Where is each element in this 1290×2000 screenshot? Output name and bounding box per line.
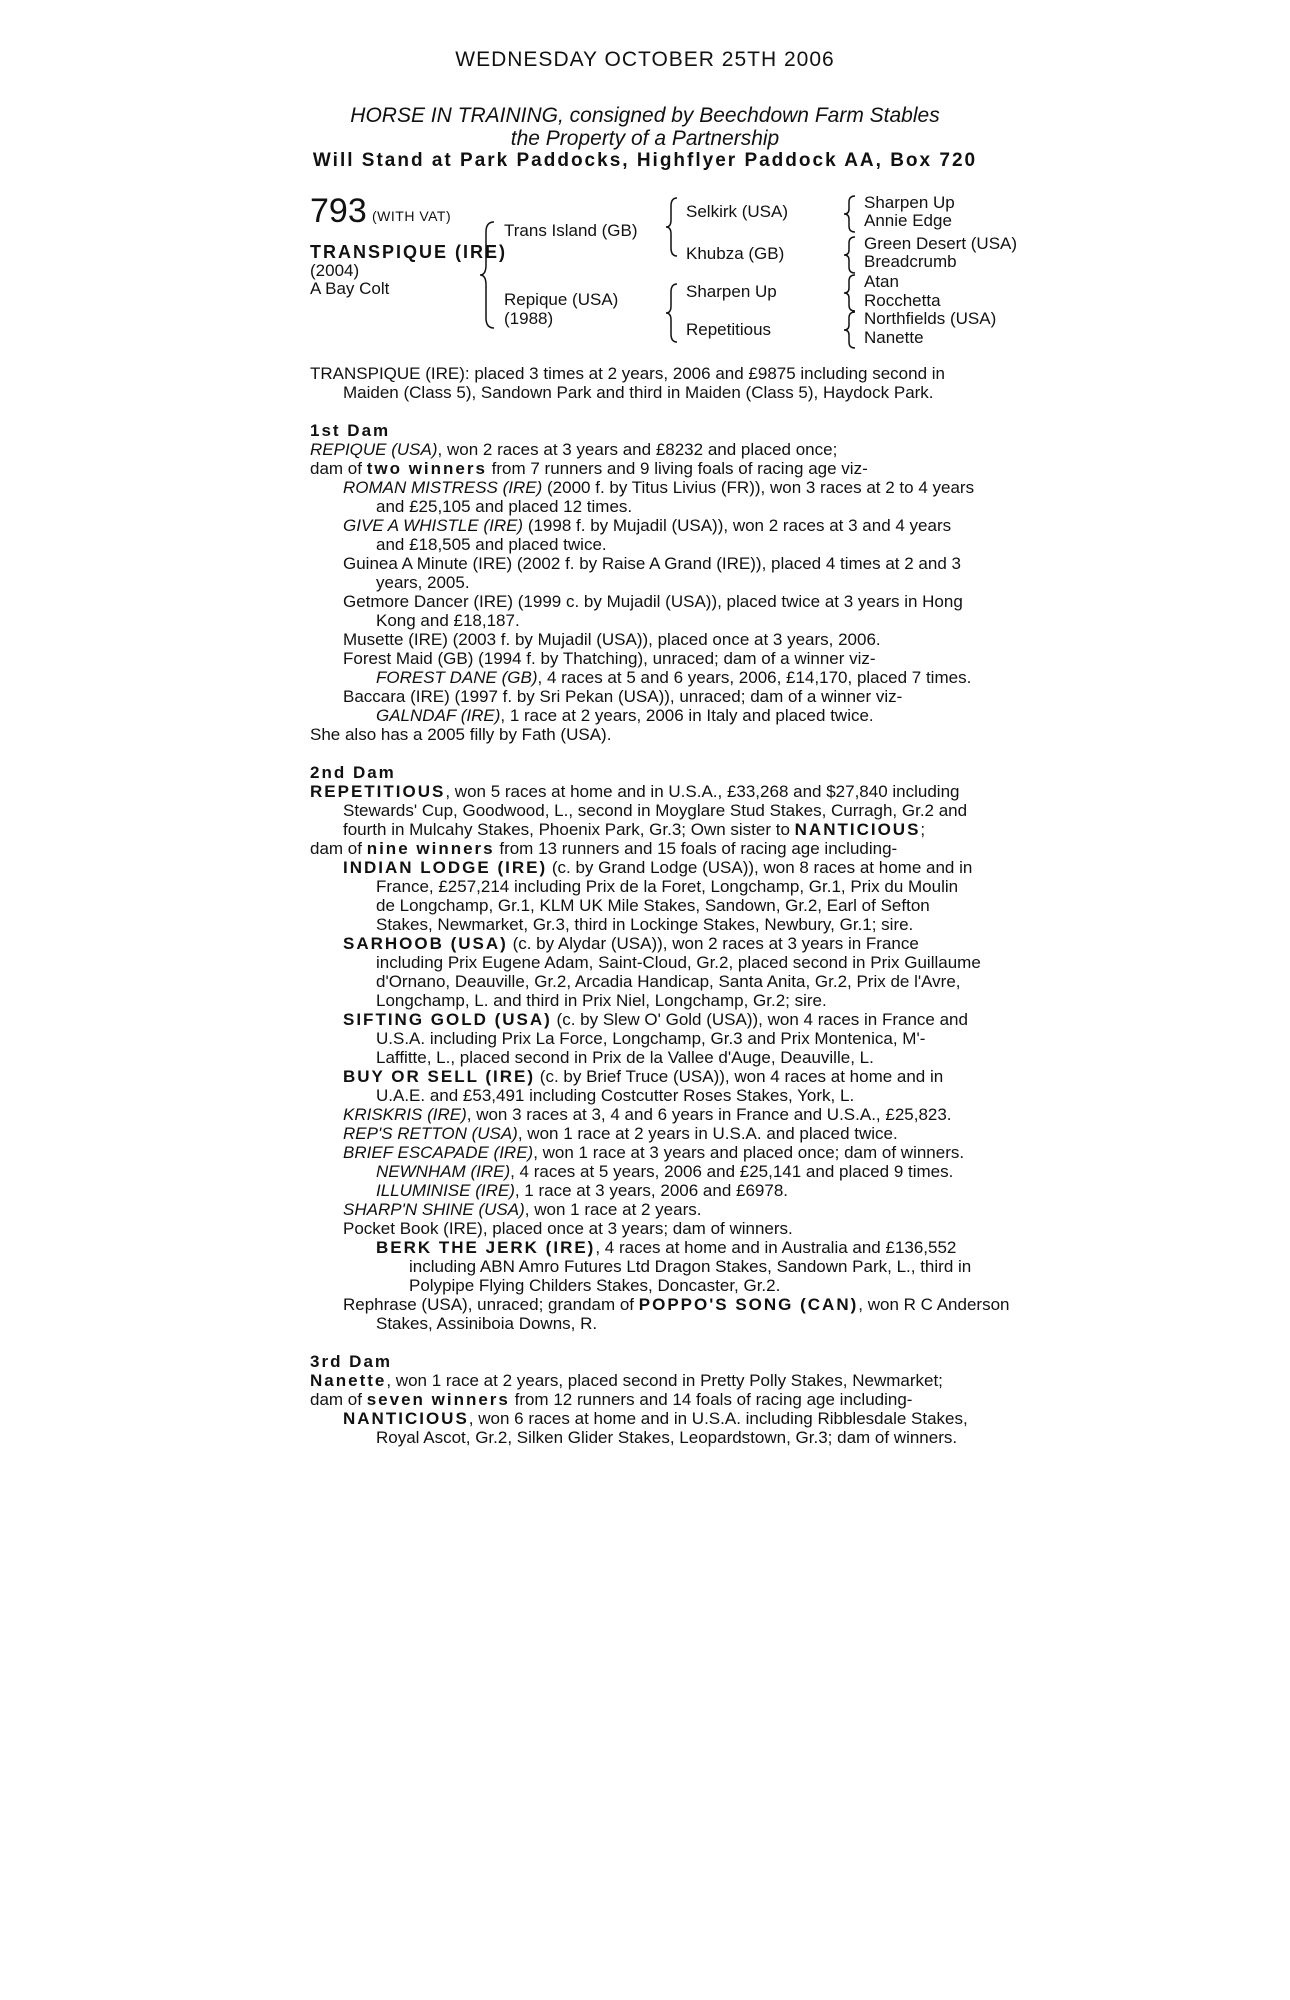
second-dam-line	[310, 877, 990, 896]
first-dam-line	[310, 668, 990, 687]
third-dam-section	[310, 1371, 990, 1447]
consignor-line: HORSE IN TRAINING, consigned by Beechdown Farm Stables	[350, 104, 940, 127]
second-dam-line	[310, 1295, 1010, 1314]
line-text: Musette (IRE) (2003 f. by Mujadil (USA)), placed once at 3 years, 2006.	[343, 630, 881, 649]
line-lead: dam of	[310, 459, 367, 478]
second-dam-line	[310, 1257, 990, 1276]
summary-line-2: Maiden (Class 5), Sandown Park and third in Maiden (Class 5), Haydock Park.	[343, 383, 934, 402]
line-text: , won 5 races at home and in U.S.A., £33,268 and $27,840 including	[445, 782, 960, 801]
second-dam-line	[310, 1010, 990, 1029]
horse-highlight: two winners	[366, 459, 487, 478]
pedigree-g6: Rocchetta	[864, 291, 941, 310]
third-dam-heading: 3rd Dam	[310, 1352, 393, 1371]
lot-number: 793	[310, 192, 367, 230]
line-text: , 1 race at 3 years, 2006 and £6978.	[514, 1181, 788, 1200]
line-text: fourth in Mulcahy Stakes, Phoenix Park, Gr.3; Own sister to	[343, 820, 795, 839]
pedigree-g3: Green Desert (USA)	[864, 234, 1018, 253]
line-text: from 7 runners and 9 living foals of racing age viz-	[486, 459, 868, 478]
line-text: de Longchamp, Gr.1, KLM UK Mile Stakes, Sandown, Gr.2, Earl of Sefton	[376, 896, 930, 915]
first-dam-line	[310, 592, 990, 611]
pedigree-brace-g56	[842, 273, 858, 313]
first-dam-line	[310, 573, 990, 592]
horse-highlight: NANTICIOUS	[794, 820, 921, 839]
second-dam-line	[310, 1219, 990, 1238]
line-text: d'Ornano, Deauville, Gr.2, Arcadia Handicap, Santa Anita, Gr.2, Prix de l'Avre,	[376, 972, 961, 991]
pedigree-dam-sire: Sharpen Up	[686, 282, 777, 301]
first-dam-heading: 1st Dam	[310, 421, 391, 440]
catalogue-text	[310, 364, 1010, 1447]
vat-note: (WITH VAT)	[372, 208, 452, 224]
line-text: , won 3 races at 3, 4 and 6 years in France and U.S.A., £25,823.	[466, 1105, 952, 1124]
property-line: the Property of a Partnership	[510, 127, 780, 150]
line-text: from 12 runners and 14 foals of racing age including-	[509, 1390, 913, 1409]
pedigree-g2: Annie Edge	[864, 211, 952, 230]
line-text: , won 1 race at 2 years, placed second in Pretty Polly Stakes, Newmarket;	[386, 1371, 943, 1390]
horse-highlight: SIFTING GOLD (USA)	[343, 1010, 552, 1029]
first-dam-line	[310, 516, 990, 535]
line-text: (c. by Slew O' Gold (USA)), won 4 races in France and	[551, 1010, 968, 1029]
line-lead: ILLUMINISE (IRE)	[376, 1181, 515, 1200]
line-text: Kong and £18,187.	[376, 611, 520, 630]
first-dam-line	[310, 497, 990, 516]
pedigree-brace-main	[478, 220, 498, 330]
horse-year: (2004)	[310, 261, 360, 280]
summary-line-1: TRANSPIQUE (IRE): placed 3 times at 2 years, 2006 and £9875 including second in	[310, 364, 946, 383]
second-dam-line	[310, 953, 990, 972]
second-dam-line	[310, 1181, 990, 1200]
first-dam-line	[310, 459, 990, 478]
line-text: Laffitte, L., placed second in Prix de la Vallee d'Auge, Deauville, L.	[376, 1048, 874, 1067]
line-lead: BRIEF ESCAPADE (IRE)	[343, 1143, 534, 1162]
horse-highlight: REPETITIOUS	[310, 782, 446, 801]
line-text: , won R C Anderson	[858, 1295, 1010, 1314]
line-text: , 4 races at home and in Australia and £136,552	[595, 1238, 957, 1257]
line-text: and £18,505 and placed twice.	[376, 535, 607, 554]
line-lead: dam of	[310, 839, 367, 858]
pedigree-g7: Northfields (USA)	[864, 309, 997, 328]
first-dam-line	[310, 535, 990, 554]
line-lead: KRISKRIS (IRE)	[343, 1105, 467, 1124]
second-dam-line	[310, 1162, 990, 1181]
line-text: Baccara (IRE) (1997 f. by Sri Pekan (USA)), unraced; dam of a winner viz-	[343, 687, 903, 706]
line-text: U.A.E. and £53,491 including Costcutter Roses Stakes, York, L.	[376, 1086, 855, 1105]
line-text: She also has a 2005 filly by Fath (USA).	[310, 725, 612, 744]
second-dam-line	[310, 839, 990, 858]
pedigree-g4: Breadcrumb	[864, 252, 957, 271]
pedigree-dam: Repique (USA)	[504, 290, 619, 309]
pedigree-sire: Trans Island (GB)	[504, 221, 638, 240]
first-dam-line	[310, 478, 990, 497]
line-text: (c. by Alydar (USA)), won 2 races at 3 years in France	[507, 934, 919, 953]
second-dam-line	[310, 1048, 990, 1067]
second-dam-line	[310, 1200, 990, 1219]
pedigree-g5: Atan	[864, 272, 899, 291]
line-text: Stakes, Assiniboia Downs, R.	[376, 1314, 598, 1333]
horse-highlight: nine winners	[366, 839, 495, 858]
horse-highlight: BUY OR SELL (IRE)	[343, 1067, 536, 1086]
line-text: , 4 races at 5 and 6 years, 2006, £14,170, placed 7 times.	[537, 668, 972, 687]
third-dam-line	[310, 1371, 990, 1390]
line-text: including Prix Eugene Adam, Saint-Cloud, Gr.2, placed second in Prix Guillaume	[376, 953, 981, 972]
second-dam-line	[310, 1143, 990, 1162]
line-text: (c. by Brief Truce (USA)), won 4 races at home and in	[535, 1067, 944, 1086]
first-dam-line	[310, 687, 990, 706]
second-dam-line	[310, 991, 990, 1010]
line-text: , won 1 race at 2 years.	[524, 1200, 702, 1219]
second-dam-line	[310, 1029, 990, 1048]
horse-highlight: INDIAN LODGE (IRE)	[343, 858, 548, 877]
second-dam-heading: 2nd Dam	[310, 763, 396, 782]
second-dam-line	[310, 1086, 990, 1105]
line-text: Stewards' Cup, Goodwood, L., second in Moyglare Stud Stakes, Curragh, Gr.2 and	[343, 801, 968, 820]
line-text: Pocket Book (IRE), placed once at 3 years; dam of winners.	[343, 1219, 793, 1238]
first-dam-line	[310, 611, 990, 630]
line-text: , won 6 races at home and in U.S.A. including Ribblesdale Stakes,	[468, 1409, 968, 1428]
second-dam-line	[310, 1276, 990, 1295]
third-dam-line	[310, 1409, 990, 1428]
line-text: and £25,105 and placed 12 times.	[376, 497, 633, 516]
horse-highlight: seven winners	[366, 1390, 510, 1409]
pedigree-brace-g34	[842, 235, 858, 275]
line-text: , won 2 races at 3 years and £8232 and placed once;	[437, 440, 838, 459]
pedigree-brace-sire	[664, 196, 680, 258]
line-text: , won 1 race at 2 years in U.S.A. and placed twice.	[517, 1124, 898, 1143]
pedigree-brace-dam	[664, 282, 680, 344]
line-text: from 13 runners and 15 foals of racing age including-	[494, 839, 898, 858]
pedigree-g1: Sharpen Up	[864, 193, 955, 212]
horse-name: TRANSPIQUE (IRE)	[310, 242, 508, 262]
horse-highlight: POPPO'S SONG (CAN)	[638, 1295, 859, 1314]
second-dam-line	[310, 1314, 990, 1333]
horse-highlight: SARHOOB (USA)	[343, 934, 508, 953]
line-text: Rephrase (USA), unraced; grandam of	[343, 1295, 639, 1314]
line-text: France, £257,214 including Prix de la Foret, Longchamp, Gr.1, Prix du Moulin	[376, 877, 959, 896]
pedigree-brace-g78	[842, 310, 858, 350]
second-dam-line	[310, 972, 990, 991]
line-text: (2000 f. by Titus Livius (FR)), won 3 races at 2 to 4 years	[542, 478, 975, 497]
line-text: , 4 races at 5 years, 2006 and £25,141 and placed 9 times.	[510, 1162, 954, 1181]
line-lead: ROMAN MISTRESS (IRE)	[343, 478, 543, 497]
second-dam-line	[310, 801, 990, 820]
second-dam-line	[310, 896, 990, 915]
line-text: , 1 race at 2 years, 2006 in Italy and placed twice.	[500, 706, 874, 725]
second-dam-line	[310, 1238, 990, 1257]
first-dam-line	[310, 706, 990, 725]
line-lead: GIVE A WHISTLE (IRE)	[343, 516, 524, 535]
third-dam-line	[310, 1428, 990, 1447]
line-lead: dam of	[310, 1390, 367, 1409]
pedigree-dam-year: (1988)	[504, 309, 554, 328]
pedigree-sire-sire: Selkirk (USA)	[686, 202, 789, 221]
first-dam-line	[310, 440, 990, 459]
location-line: Will Stand at Park Paddocks, Highflyer Paddock AA, Box 720	[312, 150, 978, 171]
second-dam-line	[310, 858, 990, 877]
second-dam-line	[310, 934, 990, 953]
line-text: , won 1 race at 3 years and placed once; dam of winners.	[533, 1143, 965, 1162]
first-dam-line	[310, 630, 990, 649]
line-lead: REP'S RETTON (USA)	[343, 1124, 518, 1143]
pedigree-g8: Nanette	[864, 328, 924, 347]
first-dam-line	[310, 554, 990, 573]
first-dam-line	[310, 725, 990, 744]
line-text: Royal Ascot, Gr.2, Silken Glider Stakes, Leopardstown, Gr.3; dam of winners.	[376, 1428, 958, 1447]
pedigree-sire-dam: Khubza (GB)	[686, 244, 785, 263]
line-lead: NEWNHAM (IRE)	[376, 1162, 511, 1181]
line-text: including ABN Amro Futures Ltd Dragon Stakes, Sandown Park, L., third in	[409, 1257, 972, 1276]
line-text: (c. by Grand Lodge (USA)), won 8 races at home and in	[547, 858, 973, 877]
second-dam-line	[310, 1067, 990, 1086]
line-text: ;	[920, 820, 926, 839]
first-dam-section	[310, 440, 990, 744]
horse-highlight: Nanette	[310, 1371, 387, 1390]
pedigree-dam-dam: Repetitious	[686, 320, 772, 339]
line-lead: SHARP'N SHINE (USA)	[343, 1200, 525, 1219]
line-text: U.S.A. including Prix La Force, Longchamp, Gr.3 and Prix Montenica, M'-	[376, 1029, 926, 1048]
line-text: Stakes, Newmarket, Gr.3, third in Lockinge Stakes, Newbury, Gr.1; sire.	[376, 915, 914, 934]
second-dam-line	[310, 1105, 990, 1124]
horse-description: A Bay Colt	[310, 279, 390, 298]
sale-date: WEDNESDAY OCTOBER 25TH 2006	[455, 48, 835, 71]
first-dam-line	[310, 649, 990, 668]
second-dam-line	[310, 1124, 990, 1143]
line-lead: REPIQUE (USA)	[310, 440, 438, 459]
pedigree-brace-g12	[842, 194, 858, 234]
line-text: Getmore Dancer (IRE) (1999 c. by Mujadil (USA)), placed twice at 3 years in Hong	[343, 592, 963, 611]
second-dam-line	[310, 820, 990, 839]
line-text: Forest Maid (GB) (1994 f. by Thatching), unraced; dam of a winner viz-	[343, 649, 876, 668]
horse-highlight: BERK THE JERK (IRE)	[376, 1238, 596, 1257]
third-dam-line	[310, 1390, 990, 1409]
line-text: (1998 f. by Mujadil (USA)), won 2 races at 3 and 4 years	[523, 516, 952, 535]
line-text: Polypipe Flying Childers Stakes, Doncaster, Gr.2.	[409, 1276, 781, 1295]
line-lead: GALNDAF (IRE)	[376, 706, 501, 725]
line-text: years, 2005.	[376, 573, 470, 592]
line-lead: FOREST DANE (GB)	[376, 668, 538, 687]
horse-highlight: NANTICIOUS	[343, 1409, 469, 1428]
second-dam-line	[310, 915, 990, 934]
second-dam-section	[310, 782, 1010, 1333]
line-text: Longchamp, L. and third in Prix Niel, Longchamp, Gr.2; sire.	[376, 991, 827, 1010]
line-text: Guinea A Minute (IRE) (2002 f. by Raise A Grand (IRE)), placed 4 times at 2 and 3	[343, 554, 961, 573]
second-dam-line	[310, 782, 990, 801]
